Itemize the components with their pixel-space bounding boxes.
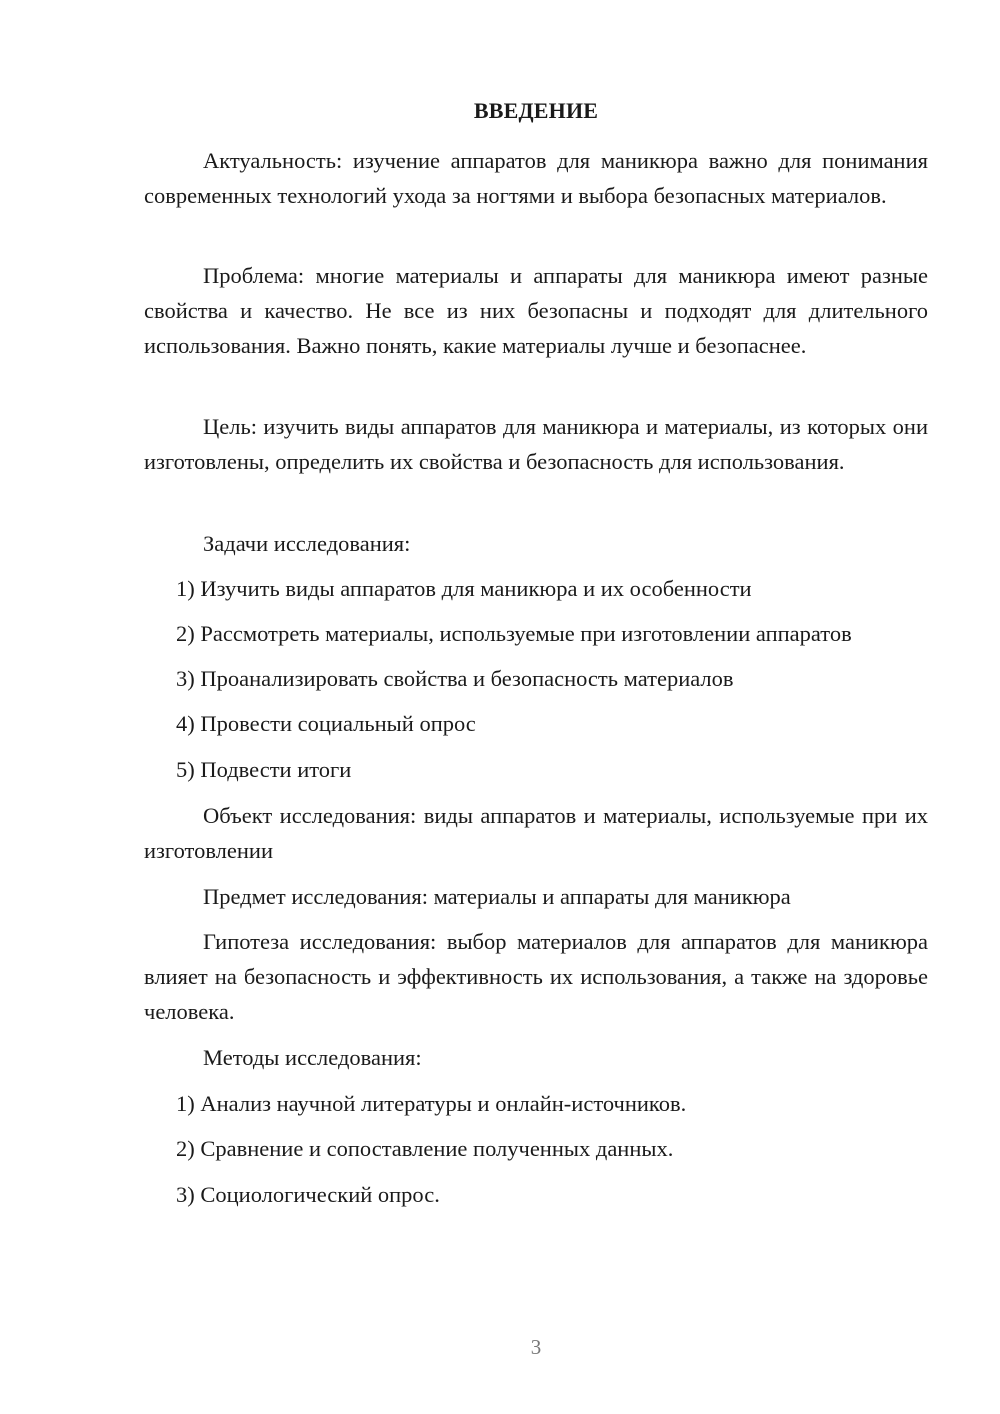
hypothesis-paragraph: Гипотеза исследования: выбор материалов для аппаратов для маникюра влияет на безопасность и эффективность их использования, а также на здоровье человека. xyxy=(144,929,928,1024)
tasks-heading: Задачи исследования: xyxy=(203,531,411,556)
task-item-3: 3) Проанализировать свойства и безопасность материалов xyxy=(176,666,734,691)
page-number: 3 xyxy=(530,1335,542,1359)
section-title: ВВЕДЕНИЕ xyxy=(473,98,599,123)
method-item-1: 1) Анализ научной литературы и онлайн-источников. xyxy=(176,1091,687,1116)
task-item-1: 1) Изучить виды аппаратов для маникюра и их особенности xyxy=(176,576,752,601)
subject-paragraph: Предмет исследования: материалы и аппараты для маникюра xyxy=(203,884,791,909)
method-item-3: 3) Социологический опрос. xyxy=(176,1182,440,1207)
methods-heading: Методы исследования: xyxy=(203,1045,422,1070)
problem-paragraph: Проблема: многие материалы и аппараты для маникюра имеют разные свойства и качество. Не все из них безопасны и подходят для длительного использования. Важно понять, какие материалы лучше и безопаснее. xyxy=(144,263,928,358)
task-item-5: 5) Подвести итоги xyxy=(176,757,352,782)
goal-paragraph: Цель: изучить виды аппаратов для маникюра и материалы, из которых они изготовлены, определить их свойства и безопасность для использования. xyxy=(144,414,928,474)
method-item-2: 2) Сравнение и сопоставление полученных данных. xyxy=(176,1136,674,1161)
relevance-paragraph: Актуальность: изучение аппаратов для маникюра важно для понимания современных технологий ухода за ногтями и выбора безопасных материалов. xyxy=(144,148,928,208)
task-item-2: 2) Рассмотреть материалы, используемые при изготовлении аппаратов xyxy=(176,621,852,646)
task-item-4: 4) Провести социальный опрос xyxy=(176,711,476,736)
object-paragraph: Объект исследования: виды аппаратов и материалы, используемые при их изготовлении xyxy=(144,803,928,863)
